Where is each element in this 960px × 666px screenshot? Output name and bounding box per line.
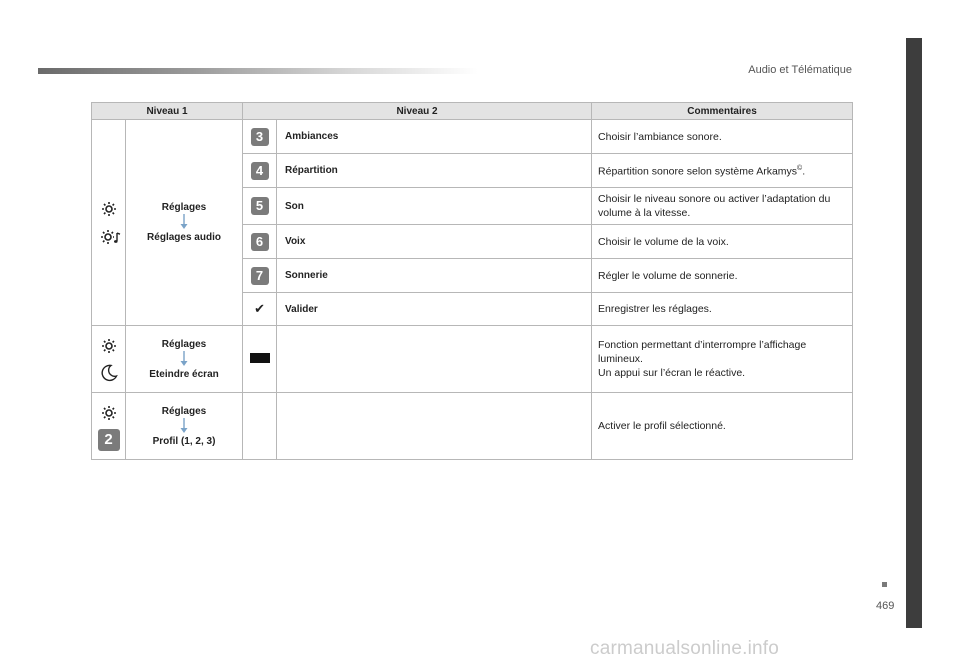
screen-off-icon <box>250 353 270 363</box>
profile-2-badge <box>93 429 124 451</box>
level-top: Réglages <box>161 338 207 350</box>
checkmark-icon: ✔ <box>254 301 265 316</box>
level-top: Réglages <box>161 202 207 213</box>
number-badge: 6 <box>251 233 269 251</box>
header-level2: Niveau 2 <box>243 103 592 120</box>
page-mark <box>882 582 887 587</box>
header-comments: Commentaires <box>592 103 853 120</box>
arrow-down-icon <box>179 214 189 230</box>
arrow-down-icon <box>179 351 189 367</box>
number-badge: 5 <box>251 197 269 215</box>
arrow-down-icon <box>179 418 189 434</box>
level-bottom: Réglages audio <box>147 232 221 243</box>
row-comment: Activer le profil sélectionné. <box>592 393 853 460</box>
empty-badge-cell <box>243 393 277 460</box>
row-label: Ambiances <box>277 120 592 154</box>
empty-label-cell <box>277 326 592 393</box>
badge-cell <box>243 120 277 154</box>
badge-cell <box>243 293 277 326</box>
group3-icons <box>92 393 126 460</box>
group1-level <box>126 120 243 326</box>
row-comment <box>592 154 853 188</box>
comment-line: Un appui sur l’écran le réactive. <box>598 367 746 379</box>
number-badge: 3 <box>251 128 269 146</box>
row-label: Valider <box>277 293 592 326</box>
row-label: Sonnerie <box>277 259 592 293</box>
badge-cell <box>243 154 277 188</box>
moon-icon <box>94 362 124 384</box>
table-row <box>92 326 853 393</box>
group2-icons <box>92 326 126 393</box>
group1-icons <box>92 120 126 326</box>
comment-text: Répartition sonore selon système Arkamys <box>598 165 798 178</box>
screen-off-cell <box>243 326 277 393</box>
badge-cell <box>243 188 277 225</box>
table-row <box>92 120 853 154</box>
row-label: Voix <box>277 225 592 259</box>
gear-icon <box>94 335 124 357</box>
row-comment: Régler le volume de sonnerie. <box>592 259 853 293</box>
side-tab-bar <box>906 38 922 628</box>
badge-cell <box>243 259 277 293</box>
level-bottom: Profil (1, 2, 3) <box>152 435 216 447</box>
number-badge: 4 <box>251 162 269 180</box>
row-comment: Enregistrer les réglages. <box>592 293 853 326</box>
table-header-row <box>92 103 853 120</box>
gear-icon <box>94 198 124 220</box>
gear-icon <box>94 402 124 424</box>
settings-table <box>91 102 853 460</box>
row-comment: Choisir le niveau sonore ou activer l’adaptation du volume à la vitesse. <box>592 188 853 225</box>
badge-cell <box>243 225 277 259</box>
empty-label-cell <box>277 393 592 460</box>
profile-number: 2 <box>98 429 120 451</box>
comment-line: Fonction permettant d’interrompre l’affichage lumineux. <box>598 339 807 365</box>
page-number: 469 <box>876 600 895 612</box>
chapter-title: Audio et Télématique <box>748 64 852 76</box>
row-comment: Choisir l’ambiance sonore. <box>592 120 853 154</box>
group2-level <box>126 326 243 393</box>
group3-level <box>126 393 243 460</box>
row-label: Son <box>277 188 592 225</box>
level-bottom: Eteindre écran <box>149 368 219 380</box>
row-comment <box>592 326 853 393</box>
watermark: carmanualsonline.info <box>590 638 780 659</box>
header-level1: Niveau 1 <box>92 103 243 120</box>
level-top: Réglages <box>161 405 207 417</box>
number-badge: 7 <box>251 267 269 285</box>
table-row <box>92 393 853 460</box>
row-comment: Choisir le volume de la voix. <box>592 225 853 259</box>
copyright-sup: © <box>797 165 803 173</box>
row-label: Répartition <box>277 154 592 188</box>
header-gradient-bar <box>38 68 478 74</box>
comment-end: . <box>802 165 806 178</box>
gear-music-icon <box>94 226 124 248</box>
